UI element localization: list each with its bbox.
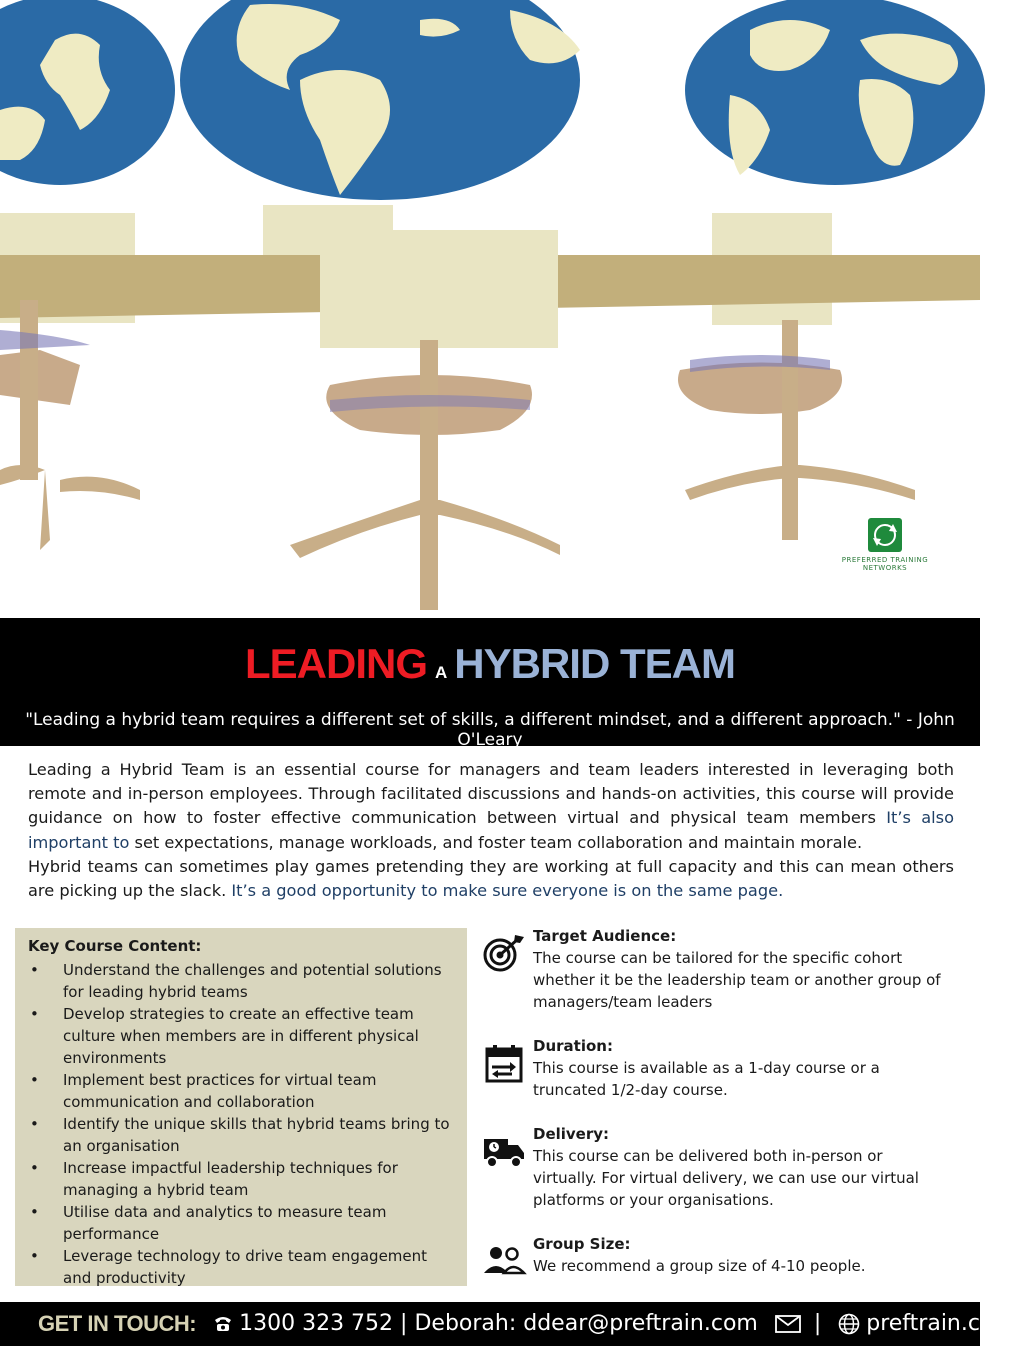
- list-item: • Understand the challenges and potential solutions for leading hybrid teams: [28, 959, 458, 1003]
- contact-email[interactable]: Deborah: ddear@preftrain.com: [414, 1311, 758, 1336]
- group-size-text: We recommend a group size of 4-10 people.: [533, 1257, 866, 1275]
- target-icon: [482, 933, 526, 973]
- delivery-section: [480, 1123, 950, 1211]
- list-item: • Develop strategies to create an effective team culture when members are in different physical environments: [28, 1003, 458, 1069]
- key-content-heading: Key Course Content:: [28, 937, 202, 955]
- logo-line2: NETWORKS: [862, 564, 908, 572]
- get-in-touch-label: GET IN TOUCH:: [38, 1311, 197, 1336]
- company-logo: [830, 512, 940, 586]
- website-link[interactable]: preftrain.com: [866, 1311, 1015, 1336]
- quote: "Leading a hybrid team requires a different set of skills, a different mindset, and a different approach." - John O'Leary: [25, 710, 955, 750]
- list-item: • Increase impactful leadership techniques for managing a hybrid team: [28, 1157, 458, 1201]
- target-audience-label: Target Audience:: [533, 927, 677, 945]
- delivery-truck-icon: [482, 1131, 526, 1171]
- duration-text: This course is available as a 1-day course or a truncated 1/2-day course.: [533, 1059, 880, 1099]
- intro-paragraph-2: Hybrid teams can sometimes play games pretending they are working at full capacity and this can mean others are picking up the slack. It’s a good opportunity to make sure everyone is on the same page.: [28, 856, 954, 901]
- globe-icon: [838, 1313, 860, 1335]
- key-course-content: [15, 928, 467, 1286]
- group-people-icon: [482, 1241, 526, 1281]
- target-audience-section: [480, 925, 950, 1013]
- target-audience-text: The course can be tailored for the specific cohort whether it be the leadership team or another group of managers/team leaders: [533, 949, 941, 1011]
- page-title: [0, 640, 980, 688]
- title-part1: LEADING: [245, 640, 428, 687]
- contact-footer: [0, 1302, 1015, 1346]
- email-icon: [775, 1315, 801, 1333]
- separator: |: [393, 1311, 415, 1336]
- delivery-text: This course can be delivered both in-person or virtually. For virtual delivery, we can use our virtual platforms or your organisations.: [533, 1147, 919, 1209]
- group-size-section: [480, 1233, 950, 1277]
- delivery-label: Delivery:: [533, 1125, 610, 1143]
- separator: |: [806, 1311, 829, 1336]
- intro-paragraph-1: Leading a Hybrid Team is an essential course for managers and team leaders interested in leveraging both remote and in-person employees. Through facilitated discussions and hands-on activities, this course will provide guidance on how to foster effective communication between virtual and physical team members It’s also important to set expectations, manage workloads, and foster team collaboration and maintain morale.: [28, 760, 954, 852]
- globe-center: [180, 0, 580, 200]
- list-item: • Implement best practices for virtual team communication and collaboration: [28, 1069, 458, 1113]
- duration-label: Duration:: [533, 1037, 613, 1055]
- phone-number[interactable]: 1300 323 752: [239, 1311, 394, 1336]
- duration-section: [480, 1035, 950, 1101]
- key-content-list: [28, 959, 458, 1289]
- title-part3: HYBRID TEAM: [454, 640, 735, 687]
- hero-illustration: [0, 0, 980, 618]
- list-item: • Utilise data and analytics to measure team performance: [28, 1201, 458, 1245]
- calendar-icon: [482, 1043, 526, 1083]
- globe-right: [685, 0, 985, 185]
- title-part2: A: [435, 663, 447, 682]
- globe-left: [0, 0, 175, 185]
- refresh-arrows-icon: [868, 518, 902, 552]
- list-item: • Leverage technology to drive team engagement and productivity: [28, 1245, 458, 1289]
- intro-text: [28, 758, 954, 903]
- phone-icon: [213, 1315, 233, 1333]
- list-item: • Identify the unique skills that hybrid teams bring to an organisation: [28, 1113, 458, 1157]
- group-size-label: Group Size:: [533, 1235, 631, 1253]
- logo-line1: PREFERRED TRAINING: [841, 556, 929, 564]
